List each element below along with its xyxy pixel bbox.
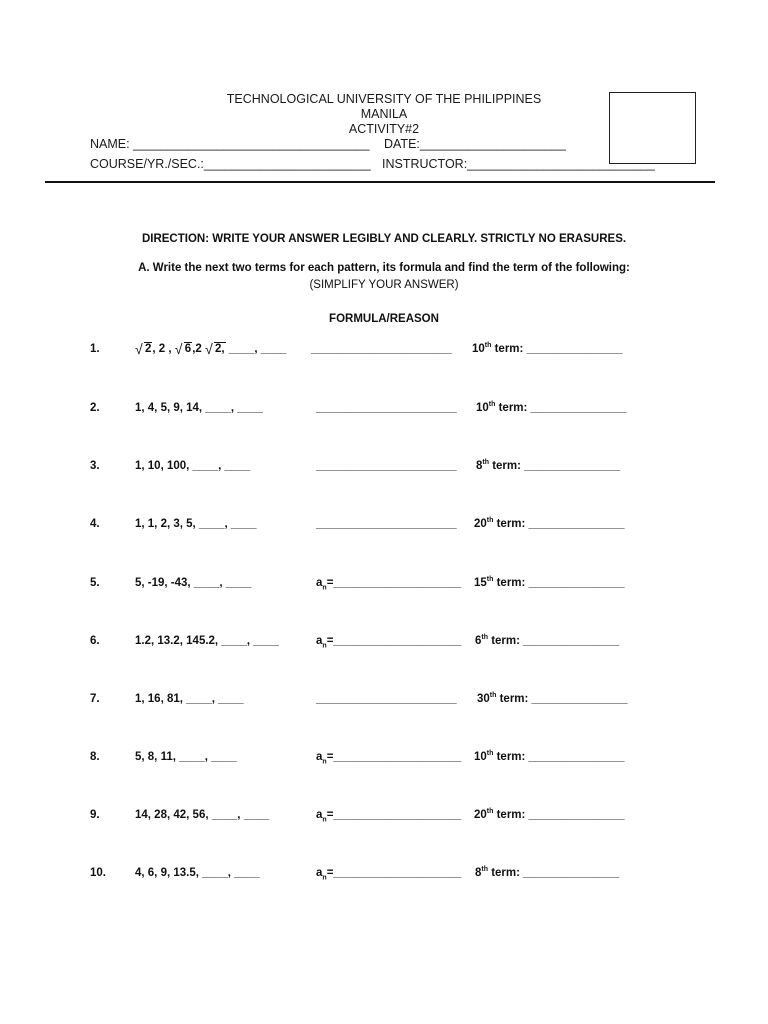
formula-blank: $a_n=\_\_\_\_\_\_\_\_\_\_\_\_\_\_\_\_\_\_\_\_$	[316, 635, 462, 650]
item-sequence: √ 2, 2 , √ 6,2 √ 2, ____, ____	[135, 343, 286, 355]
formula-blank: $a_n=\_\_\_\_\_\_\_\_\_\_\_\_\_\_\_\_\_\_\_\_$	[316, 809, 462, 824]
simplify-note: (SIMPLIFY YOUR ANSWER)	[309, 279, 459, 291]
term-field: 10th term: _______________	[474, 750, 625, 763]
score-box	[609, 92, 696, 164]
term-field: 8th term: _______________	[476, 459, 621, 472]
formula-blank: $a_n=\_\_\_\_\_\_\_\_\_\_\_\_\_\_\_\_\_\_\_\_$	[316, 577, 462, 592]
item-sequence: 1, 16, 81, ____, ____	[135, 693, 244, 705]
item-sequence: 5, 8, 11, ____, ____	[135, 751, 237, 763]
name-field: NAME: __________________________________	[90, 137, 370, 151]
formula-header: FORMULA/REASON	[329, 313, 439, 325]
date-field: DATE:_____________________	[384, 137, 566, 151]
item-number: 6.	[90, 635, 100, 647]
item-number: 8.	[90, 751, 100, 763]
activity-title: ACTIVITY#2	[348, 122, 420, 136]
direction-text: DIRECTION: WRITE YOUR ANSWER LEGIBLY AND CLEARLY. STRICTLY NO ERASURES.	[141, 233, 627, 245]
sqrt-symbol: √ 2,	[205, 343, 226, 355]
item-number: 3.	[90, 460, 100, 472]
item-number: 1.	[90, 343, 100, 355]
item-sequence: 1, 10, 100, ____, ____	[135, 460, 251, 472]
instructor-field: INSTRUCTOR:___________________________	[382, 157, 655, 171]
sqrt-symbol: √ 2	[135, 343, 152, 355]
item-sequence: 1.2, 13.2, 145.2, ____, ____	[135, 635, 279, 647]
term-field: 15th term: _______________	[474, 576, 625, 589]
item-sequence: 1, 4, 5, 9, 14, ____, ____	[135, 402, 263, 414]
item-sequence: 1, 1, 2, 3, 5, ____, ____	[135, 518, 257, 530]
term-field: 10th term: _______________	[472, 342, 623, 355]
term-field: 8th term: _______________	[475, 866, 620, 879]
formula-blank: ______________________	[316, 402, 457, 414]
term-field: 6th term: _______________	[475, 634, 620, 647]
item-sequence: 4, 6, 9, 13.5, ____, ____	[135, 867, 260, 879]
header-divider	[45, 181, 715, 183]
formula-blank: ______________________	[316, 460, 457, 472]
item-number: 5.	[90, 577, 100, 589]
formula-blank: ______________________	[316, 693, 457, 705]
item-sequence: 5, -19, -43, ____, ____	[135, 577, 252, 589]
city-title: MANILA	[360, 107, 408, 121]
university-title: TECHNOLOGICAL UNIVERSITY OF THE PHILIPPINES	[226, 92, 542, 106]
term-field: 20th term: _______________	[474, 517, 625, 530]
item-number: 2.	[90, 402, 100, 414]
item-number: 4.	[90, 518, 100, 530]
course-field: COURSE/YR./SEC.:________________________	[90, 157, 371, 171]
item-number: 9.	[90, 809, 100, 821]
term-field: 20th term: _______________	[474, 808, 625, 821]
item-number: 10.	[90, 867, 106, 879]
formula-blank: $a_n=\_\_\_\_\_\_\_\_\_\_\_\_\_\_\_\_\_\_\_\_$	[316, 867, 462, 882]
sqrt-symbol: √ 6	[175, 343, 192, 355]
item-sequence: 14, 28, 42, 56, ____, ____	[135, 809, 270, 821]
term-field: 10th term: _______________	[476, 401, 627, 414]
formula-blank: ______________________	[311, 343, 452, 355]
part-a-instruction: A. Write the next two terms for each pattern, its formula and find the term of the following:	[138, 262, 630, 274]
item-number: 7.	[90, 693, 100, 705]
formula-blank: ______________________	[316, 518, 457, 530]
formula-blank: $a_n=\_\_\_\_\_\_\_\_\_\_\_\_\_\_\_\_\_\_\_\_$	[316, 751, 462, 766]
term-field: 30th term: _______________	[477, 692, 628, 705]
